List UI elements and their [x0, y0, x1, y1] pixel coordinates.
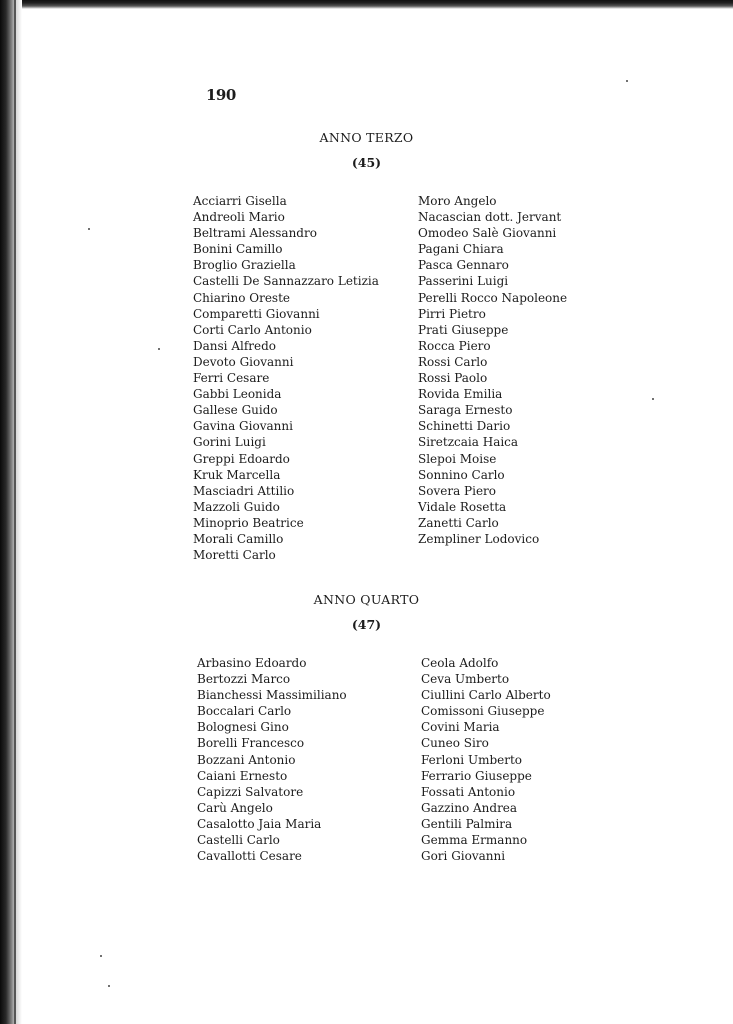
name-entry: Gallese Guido	[193, 403, 278, 418]
name-entry: Slepoi Moise	[418, 451, 497, 466]
name-entry: Ferrario Giuseppe	[421, 768, 532, 783]
name-entry: Gabbi Leonida	[193, 387, 282, 402]
name-entry: Rossi Paolo	[418, 371, 488, 386]
page-number: 190	[206, 86, 236, 104]
scan-speck	[626, 80, 628, 82]
scan-speck	[652, 398, 654, 400]
name-entry: Boccalari Carlo	[197, 704, 292, 719]
name-entry: Gavina Giovanni	[193, 419, 293, 434]
name-entry: Capizzi Salvatore	[197, 784, 304, 799]
name-entry: Gemma Ermanno	[421, 833, 528, 848]
name-entry: Moro Angelo	[418, 194, 497, 208]
name-entry: Moretti Carlo	[193, 548, 276, 563]
anno-quarto-right-column	[421, 655, 551, 864]
name-entry: Pasca Gennaro	[418, 258, 509, 273]
name-entry: Gazzino Andrea	[421, 800, 518, 815]
name-entry: Comparetti Giovanni	[193, 306, 320, 321]
page-binding-edge	[0, 0, 22, 1024]
name-entry: Ceva Umberto	[421, 672, 510, 687]
name-entry: Borelli Francesco	[197, 736, 305, 751]
name-entry: Andreoli Mario	[193, 210, 285, 225]
page-top-edge	[0, 0, 733, 9]
name-entry: Caiani Ernesto	[197, 768, 288, 783]
name-entry: Devoto Giovanni	[193, 354, 294, 369]
name-entry: Fossati Antonio	[421, 784, 516, 799]
name-entry: Rossi Carlo	[418, 354, 488, 369]
scan-speck	[108, 985, 110, 987]
name-entry: Chiarino Oreste	[193, 290, 291, 305]
name-entry: Ferloni Umberto	[421, 752, 523, 767]
name-entry: Pirri Pietro	[418, 306, 486, 321]
name-entry: Arbasino Edoardo	[197, 656, 307, 670]
name-entry: Bolognesi Gino	[197, 720, 289, 735]
section-title-anno-quarto: ANNO QUARTO	[313, 592, 420, 607]
name-entry: Broglio Graziella	[193, 258, 296, 273]
name-entry: Rovida Emilia	[418, 387, 503, 402]
scan-speck	[158, 348, 160, 350]
scan-speck	[88, 228, 90, 230]
name-entry: Bonini Camillo	[193, 242, 283, 257]
name-entry: Gori Giovanni	[421, 849, 506, 864]
name-entry: Prati Giuseppe	[418, 322, 509, 337]
name-entry: Castelli Carlo	[197, 833, 280, 848]
name-entry: Kruk Marcella	[193, 467, 281, 482]
name-entry: Ferri Cesare	[193, 371, 270, 386]
name-entry: Perelli Rocco Napoleone	[418, 290, 568, 305]
anno-terzo-right-column	[418, 193, 567, 547]
name-entry: Acciarri Gisella	[193, 194, 287, 208]
name-entry: Vidale Rosetta	[418, 499, 507, 514]
name-entry: Carù Angelo	[197, 800, 273, 815]
name-entry: Cuneo Siro	[421, 736, 489, 751]
section-count-anno-terzo: (45)	[351, 155, 382, 170]
name-entry: Minoprio Beatrice	[193, 515, 304, 530]
name-entry: Omodeo Salè Giovanni	[418, 226, 557, 241]
name-entry: Casalotto Jaia Maria	[197, 816, 322, 831]
name-entry: Sovera Piero	[418, 483, 497, 498]
name-entry: Covini Maria	[421, 720, 500, 735]
name-entry: Ciullini Carlo Alberto	[421, 688, 551, 703]
name-entry: Pagani Chiara	[418, 242, 504, 257]
name-entry: Gentili Palmira	[421, 816, 513, 831]
name-entry: Bertozzi Marco	[197, 672, 291, 687]
binding-shadow-line	[14, 0, 16, 1024]
name-entry: Greppi Edoardo	[193, 451, 290, 466]
name-entry: Castelli De Sannazzaro Letizia	[193, 274, 379, 289]
name-entry: Masciadri Attilio	[193, 483, 295, 498]
anno-terzo-left-column	[193, 193, 379, 563]
name-entry: Comissoni Giuseppe	[421, 704, 545, 719]
name-entry: Cavallotti Cesare	[197, 849, 302, 864]
scan-speck	[100, 955, 102, 957]
name-entry: Sonnino Carlo	[418, 467, 505, 482]
name-entry: Morali Camillo	[193, 531, 284, 546]
name-entry: Nacascian dott. Jervant	[418, 210, 562, 225]
name-entry: Siretzcaia Haica	[418, 435, 519, 450]
name-entry: Bozzani Antonio	[197, 752, 296, 767]
name-entry: Saraga Ernesto	[418, 403, 513, 418]
name-entry: Passerini Luigi	[418, 274, 509, 289]
name-entry: Dansi Alfredo	[193, 338, 277, 353]
name-entry: Rocca Piero	[418, 338, 491, 353]
name-entry: Schinetti Dario	[418, 419, 511, 434]
section-count-anno-quarto: (47)	[351, 617, 382, 632]
name-entry: Zempliner Lodovico	[418, 531, 540, 546]
section-title-anno-terzo: ANNO TERZO	[319, 130, 414, 145]
name-entry: Gorini Luigi	[193, 435, 266, 450]
name-entry: Beltrami Alessandro	[193, 226, 317, 241]
name-entry: Mazzoli Guido	[193, 499, 280, 514]
name-entry: Zanetti Carlo	[418, 515, 499, 530]
name-entry: Corti Carlo Antonio	[193, 322, 312, 337]
name-entry: Ceola Adolfo	[421, 656, 499, 670]
name-entry: Bianchessi Massimiliano	[197, 688, 347, 703]
anno-quarto-left-column	[197, 655, 347, 864]
